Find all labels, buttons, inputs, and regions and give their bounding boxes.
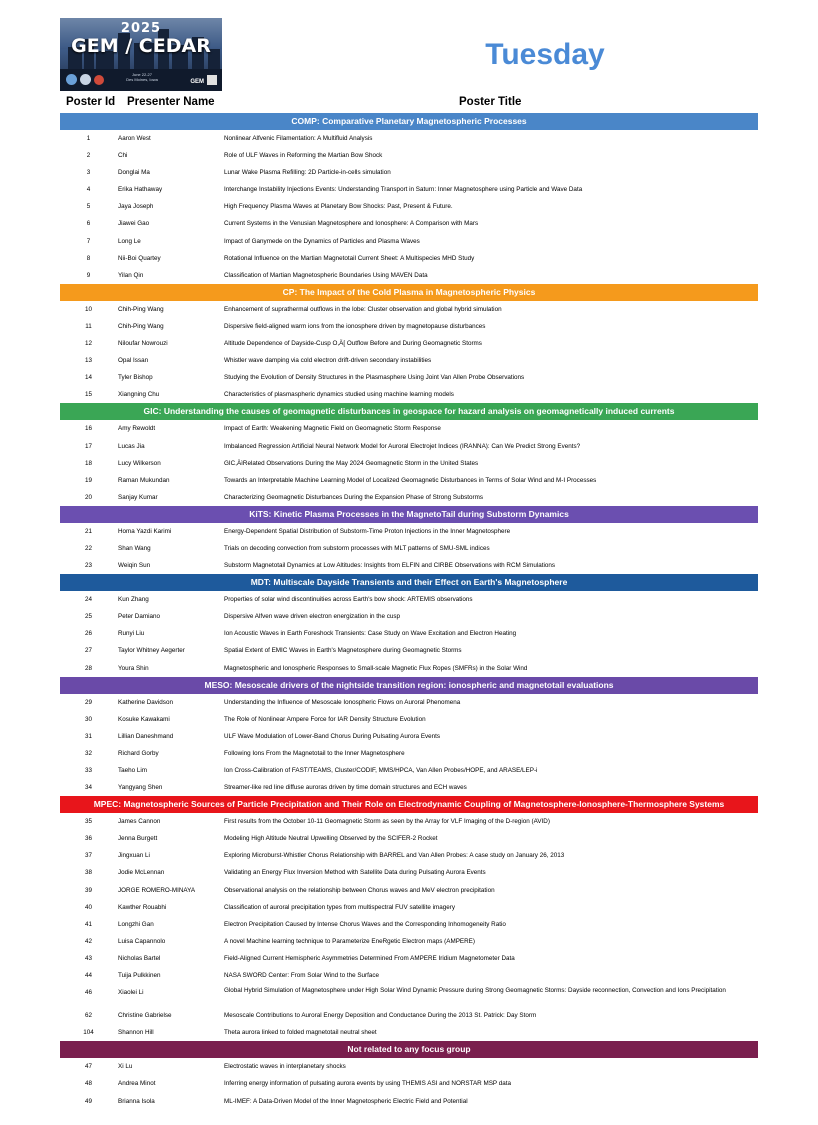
poster-title: The Role of Nonlinear Ampere Force for IAR Density Structure Evolution bbox=[224, 715, 426, 723]
poster-id: 15 bbox=[84, 391, 92, 399]
presenter-name: Xiangning Chu bbox=[118, 391, 160, 399]
poster-title: Theta aurora linked to folded magnetotail neutral sheet bbox=[224, 1029, 377, 1037]
poster-schedule-page bbox=[60, 18, 758, 1110]
logo-square-icon bbox=[207, 75, 217, 85]
poster-id: 40 bbox=[84, 903, 92, 911]
poster-id: 29 bbox=[84, 698, 92, 706]
poster-id: 46 bbox=[84, 989, 92, 997]
logo-emblem-icon bbox=[80, 74, 91, 85]
poster-id: 3 bbox=[86, 169, 91, 177]
table-row bbox=[60, 694, 758, 711]
table-row bbox=[60, 198, 758, 215]
poster-title: NASA SWORD Center: From Solar Wind to the Surface bbox=[224, 972, 380, 980]
logo-emblem-icon bbox=[94, 75, 104, 85]
presenter-name: Christine Gabrielse bbox=[118, 1012, 172, 1020]
table-row bbox=[60, 882, 758, 899]
poster-title: Electron Precipitation Caused by Intense Chorus Waves and the Corresponding Inhomogeneity Ratio bbox=[224, 920, 506, 928]
presenter-name: Xi Lu bbox=[118, 1063, 133, 1071]
poster-title: Nonlinear Alfvenic Filamentation: A Multifluid Analysis bbox=[224, 135, 373, 142]
poster-id: 49 bbox=[84, 1097, 92, 1105]
poster-title: Properties of solar wind discontinuities across Earth's bow shock: ARTEMIS observations bbox=[224, 596, 473, 604]
poster-id: 17 bbox=[84, 442, 92, 450]
poster-title: Understanding the Influence of Mesoscale Ionospheric Flows on Auroral Phenomena bbox=[224, 698, 461, 706]
presenter-name: Jenna Burgett bbox=[118, 835, 158, 843]
presenter-name: Taylor Whitney Aegerter bbox=[118, 647, 185, 655]
poster-id: 47 bbox=[84, 1063, 92, 1071]
focus-group-header: MDT: Multiscale Dayside Transients and their Effect on Earth's Magnetosphere bbox=[60, 574, 758, 591]
table-row bbox=[60, 608, 758, 625]
poster-id: 38 bbox=[84, 869, 92, 877]
presenter-name: Lucy Wilkerson bbox=[118, 459, 161, 467]
poster-id: 28 bbox=[84, 664, 92, 672]
presenter-name: Kun Zhang bbox=[118, 596, 149, 604]
presenter-name: Aaron West bbox=[118, 135, 151, 142]
poster-title: Exploring Microburst-Whistler Chorus Relationship with BARREL and Van Allen Probes: A case study on January 26, 2013 bbox=[224, 852, 565, 860]
presenter-name: JORGE ROMERO-MINAYA bbox=[118, 886, 196, 894]
poster-title: Ion Cross-Calibration of FAST/TEAMS, Cluster/CODIF, MMS/HPCA, Van Allen Probes/HOPE, and ARASE/LEP-i bbox=[224, 767, 538, 774]
presenter-name: Peter Damiano bbox=[118, 613, 160, 621]
logo-year: 2025 bbox=[120, 21, 162, 36]
poster-id: 35 bbox=[84, 818, 92, 826]
poster-title: Magnetospheric and Ionospheric Responses to Small-scale Magnetic Flux Ropes (SMFRs) in the Solar Wind bbox=[224, 664, 528, 672]
presenter-name: Amy Rewoldt bbox=[118, 425, 156, 433]
poster-table bbox=[60, 113, 758, 1110]
poster-id: 16 bbox=[84, 425, 92, 433]
header-poster-title: Poster Title bbox=[459, 96, 522, 108]
poster-id: 19 bbox=[84, 476, 92, 484]
table-row bbox=[60, 215, 758, 232]
table-row bbox=[60, 147, 758, 164]
poster-id: 62 bbox=[84, 1012, 92, 1020]
table-row bbox=[60, 455, 758, 472]
presenter-name: Sanjay Kumar bbox=[118, 493, 158, 501]
poster-id: 10 bbox=[84, 305, 92, 313]
poster-id: 14 bbox=[84, 374, 92, 382]
table-row bbox=[60, 711, 758, 728]
logo-name: GEM / CEDAR bbox=[71, 35, 211, 57]
focus-group-header: CP: The Impact of the Cold Plasma in Magnetospheric Physics bbox=[60, 284, 758, 301]
table-row bbox=[60, 557, 758, 574]
poster-title: Streamer-like red line diffuse auroras driven by time domain structures and ECH waves bbox=[224, 784, 467, 792]
poster-title: GIC,ÄìRelated Observations During the May 2024 Geomagnetic Storm in the United States bbox=[224, 459, 479, 467]
presenter-name: Nii-Boi Quartey bbox=[118, 254, 161, 262]
poster-id: 25 bbox=[84, 613, 92, 621]
table-row bbox=[60, 250, 758, 267]
focus-group-header: Not related to any focus group bbox=[60, 1041, 758, 1058]
table-row bbox=[60, 267, 758, 284]
poster-id: 44 bbox=[84, 972, 92, 980]
poster-title: Lunar Wake Plasma Refilling: 2D Particle-in-cells simulation bbox=[224, 169, 391, 177]
poster-id: 18 bbox=[84, 459, 92, 467]
poster-title: Altitude Dependence of Dayside-Cusp O,Ä[ Outflow Before and During Geomagnetic Storms bbox=[224, 340, 482, 348]
poster-id: 31 bbox=[84, 732, 92, 740]
presenter-name: Xiaolei Li bbox=[118, 989, 144, 997]
table-row bbox=[60, 745, 758, 762]
table-row bbox=[60, 1058, 758, 1075]
presenter-name: James Cannon bbox=[118, 818, 161, 826]
table-row bbox=[60, 660, 758, 677]
poster-title: Role of ULF Waves in Reforming the Martian Bow Shock bbox=[224, 152, 383, 160]
poster-id: 24 bbox=[84, 596, 92, 604]
table-row bbox=[60, 301, 758, 318]
presenter-name: Niloufar Nowrouzi bbox=[118, 340, 168, 348]
poster-title: Modeling High Altitude Neutral Upwelling Observed by the SCIFER-2 Rocket bbox=[224, 835, 438, 843]
presenter-name: Donglai Ma bbox=[118, 169, 150, 177]
table-row bbox=[60, 438, 758, 455]
poster-id: 41 bbox=[84, 920, 92, 928]
table-row bbox=[60, 762, 758, 779]
poster-title: Electrostatic waves in interplanetary shocks bbox=[224, 1063, 346, 1071]
poster-title: ULF Wave Modulation of Lower-Band Chorus During Pulsating Aurora Events bbox=[224, 732, 441, 740]
table-row bbox=[60, 540, 758, 557]
table-row bbox=[60, 984, 758, 1007]
table-row bbox=[60, 472, 758, 489]
table-row bbox=[60, 864, 758, 881]
table-row bbox=[60, 489, 758, 506]
logo-dates: June 22-27 Des Moines, Iowa bbox=[126, 72, 158, 82]
header-poster-id: Poster Id bbox=[66, 96, 116, 108]
poster-title: Studying the Evolution of Density Structures in the Plasmasphere Using Joint Van Allen Probe Observations bbox=[224, 374, 525, 382]
presenter-name: Katherine Davidson bbox=[118, 698, 173, 706]
presenter-name: Youra Shin bbox=[118, 664, 149, 672]
table-row bbox=[60, 933, 758, 950]
poster-id: 2 bbox=[86, 152, 91, 160]
poster-id: 20 bbox=[84, 493, 92, 501]
presenter-name: Homa Yazdi Karimi bbox=[118, 527, 172, 535]
table-row bbox=[60, 420, 758, 437]
header-presenter-name: Presenter Name bbox=[127, 96, 215, 108]
presenter-name: Yangyang Shen bbox=[118, 784, 163, 792]
presenter-name: Richard Gorby bbox=[118, 749, 159, 757]
table-row bbox=[60, 779, 758, 796]
poster-id: 37 bbox=[84, 852, 92, 860]
poster-title: First results from the October 10-11 Geomagnetic Storm as seen by the Array for VLF Imaging of the D-region (AVID) bbox=[224, 818, 550, 826]
table-row bbox=[60, 386, 758, 403]
table-row bbox=[60, 233, 758, 250]
presenter-name: Erika Hathaway bbox=[118, 186, 163, 194]
table-row bbox=[60, 352, 758, 369]
poster-title: ML-IMEF: A Data-Driven Model of the Inner Magnetospheric Electric Field and Potential bbox=[224, 1097, 468, 1105]
poster-id: 39 bbox=[84, 886, 92, 894]
poster-id: 6 bbox=[86, 220, 91, 228]
poster-id: 22 bbox=[84, 544, 92, 552]
table-row bbox=[60, 318, 758, 335]
presenter-name: Kawther Rouabhi bbox=[118, 903, 167, 911]
presenter-name: Brianna Isola bbox=[118, 1097, 155, 1105]
poster-title: Imbalanced Regression Artificial Neural Network Model for Auroral Electrojet Indices (IRANNA): Can We Predict Strong Events? bbox=[224, 442, 581, 450]
poster-id: 27 bbox=[84, 647, 92, 655]
poster-id: 21 bbox=[84, 527, 92, 535]
poster-title: Interchange Instability Injections Events: Understanding Transport in Saturn: Inner Magnetosphere using Particle and Wave Data bbox=[224, 186, 583, 194]
poster-id: 43 bbox=[84, 954, 92, 962]
poster-id: 1 bbox=[86, 135, 91, 142]
focus-group-header: GIC: Understanding the causes of geomagnetic disturbances in geospace for hazard analysis on geomagnetically induced currents bbox=[60, 403, 758, 420]
table-row bbox=[60, 899, 758, 916]
table-row bbox=[60, 181, 758, 198]
focus-group-header: MESO: Mesoscale drivers of the nightside transition region: ionospheric and magnetotail evaluations bbox=[60, 677, 758, 694]
presenter-name: Tyler Bishop bbox=[118, 374, 153, 382]
poster-title: Observational analysis on the relationship between Chorus waves and MeV electron precipitation bbox=[224, 886, 495, 894]
table-row bbox=[60, 625, 758, 642]
presenter-name: Chih-Ping Wang bbox=[118, 322, 164, 330]
presenter-name: Chi bbox=[118, 152, 128, 160]
poster-title: Classification of Martian Magnetospheric Boundaries Using MAVEN Data bbox=[224, 271, 428, 279]
poster-id: 42 bbox=[84, 937, 92, 945]
poster-title: High Frequency Plasma Waves at Planetary Bow Shocks: Past, Present & Future. bbox=[224, 203, 453, 211]
poster-id: 11 bbox=[85, 322, 92, 330]
presenter-name: Nicholas Bartel bbox=[118, 954, 161, 962]
poster-id: 23 bbox=[84, 562, 92, 570]
logo-mark: GEM bbox=[190, 79, 204, 85]
poster-id: 9 bbox=[86, 271, 91, 279]
presenter-name: Kosuke Kawakami bbox=[118, 715, 170, 723]
poster-id: 32 bbox=[84, 749, 92, 757]
poster-title: Inferring energy information of pulsating aurora events by using THEMIS ASI and NORSTAR MSP data bbox=[224, 1080, 511, 1088]
conference-logo bbox=[60, 18, 222, 91]
poster-title: Ion Acoustic Waves in Earth Foreshock Transients: Case Study on Wave Excitation and Electron Heating bbox=[224, 630, 517, 638]
table-row bbox=[60, 967, 758, 984]
poster-title: Global Hybrid Simulation of Magnetosphere under High Solar Wind Dynamic Pressure during Strong Geomagnetic Storms: Dayside reconnection, Convection and Ions Precipitation bbox=[224, 987, 726, 995]
presenter-name: Andrea Minot bbox=[118, 1080, 156, 1088]
column-headers bbox=[60, 91, 758, 113]
poster-title: Field-Aligned Current Hemispheric Asymmetries Determined From AMPERE Iridium Magnetometer Data bbox=[224, 954, 515, 962]
presenter-name: Raman Mukundan bbox=[118, 476, 170, 484]
poster-title: Trials on decoding convection from substorm processes with MLT patterns of SMU-SML indices bbox=[224, 544, 490, 552]
focus-group-header: KiTS: Kinetic Plasma Processes in the MagnetoTail during Substorm Dynamics bbox=[60, 506, 758, 523]
poster-title: Impact of Ganymede on the Dynamics of Particles and Plasma Waves bbox=[224, 237, 420, 245]
poster-id: 104 bbox=[83, 1029, 94, 1037]
poster-id: 48 bbox=[84, 1080, 92, 1088]
table-row bbox=[60, 830, 758, 847]
poster-title: Current Systems in the Venusian Magnetosphere and Ionosphere: A Comparison with Mars bbox=[224, 220, 479, 228]
presenter-name: Jodie McLennan bbox=[118, 869, 165, 877]
table-row bbox=[60, 1007, 758, 1024]
poster-title: Mesoscale Contributions to Auroral Energy Deposition and Conductance During the 2013 St. Patrick: Day Storm bbox=[224, 1012, 537, 1020]
poster-title: Impact of Earth: Weakening Magnetic Field on Geomagnetic Storm Response bbox=[224, 425, 441, 433]
day-title: Tuesday bbox=[485, 38, 605, 71]
table-row bbox=[60, 130, 758, 147]
table-row bbox=[60, 335, 758, 352]
presenter-name: Jingxuan Li bbox=[118, 852, 150, 860]
poster-id: 33 bbox=[84, 767, 92, 774]
presenter-name: Lillian Daneshmand bbox=[118, 732, 174, 740]
poster-title: Spatial Extent of EMIC Waves in Earth's Magnetosphere during Geomagnetic Storms bbox=[224, 647, 462, 655]
poster-title: A novel Machine learning technique to Parameterize EneRgetic Electron maps (AMPERE) bbox=[224, 937, 475, 945]
poster-title: Classification of auroral precipitation types from multispectral FUV satellite imagery bbox=[224, 903, 455, 911]
poster-title: Dispersive Alfven wave driven electron energization in the cusp bbox=[224, 613, 401, 621]
poster-title: Enhancement of suprathermal outflows in the lobe: Cluster observation and global hybrid simulation bbox=[224, 305, 502, 313]
table-row bbox=[60, 1024, 758, 1041]
presenter-name: Longzhi Gan bbox=[118, 920, 154, 928]
presenter-name: Weiqin Sun bbox=[118, 562, 151, 570]
poster-id: 36 bbox=[84, 835, 92, 843]
poster-title: Whistler wave damping via cold electron drift-driven secondary instabilities bbox=[224, 357, 432, 365]
presenter-name: Chih-Ping Wang bbox=[118, 305, 164, 313]
poster-id: 8 bbox=[86, 254, 91, 262]
poster-title: Following Ions From the Magnetotail to the Inner Magnetosphere bbox=[224, 749, 405, 757]
poster-id: 4 bbox=[86, 186, 91, 194]
presenter-name: Runyi Liu bbox=[118, 630, 145, 638]
header bbox=[60, 18, 758, 91]
table-row bbox=[60, 164, 758, 181]
poster-id: 5 bbox=[86, 203, 91, 211]
poster-title: Validating an Energy Flux Inversion Method with Satellite Data during Pulsating Aurora Events bbox=[224, 869, 486, 877]
focus-group-header: COMP: Comparative Planetary Magnetospheric Processes bbox=[60, 113, 758, 130]
table-row bbox=[60, 369, 758, 386]
poster-title: Substorm Magnetotail Dynamics at Low Altitudes: Insights from ELFIN and CIRBE Observations with RCM Simulations bbox=[224, 562, 556, 570]
poster-id: 34 bbox=[84, 784, 92, 792]
poster-id: 26 bbox=[84, 630, 92, 638]
poster-id: 12 bbox=[84, 340, 92, 348]
presenter-name: Shannon Hill bbox=[118, 1029, 154, 1037]
table-row bbox=[60, 642, 758, 659]
table-row bbox=[60, 1075, 758, 1092]
poster-title: Characteristics of plasmaspheric dynamics studied using machine learning models bbox=[224, 391, 454, 399]
table-row bbox=[60, 1093, 758, 1110]
table-row bbox=[60, 813, 758, 830]
presenter-name: Tuija Pulkkinen bbox=[118, 972, 161, 980]
table-row bbox=[60, 728, 758, 745]
presenter-name: Opal Issan bbox=[118, 357, 149, 365]
logo-emblem-icon bbox=[66, 74, 77, 85]
presenter-name: Shan Wang bbox=[118, 544, 151, 552]
focus-group-header: MPEC: Magnetospheric Sources of Particle Precipitation and Their Role on Electrodynamic Coupling of Magnetosphere-Ionosphere-Thermosphere Systems bbox=[60, 796, 758, 813]
presenter-name: Lucas Jia bbox=[118, 442, 145, 450]
poster-id: 30 bbox=[84, 715, 92, 723]
presenter-name: Jiawei Gao bbox=[118, 220, 150, 228]
poster-id: 7 bbox=[86, 237, 91, 245]
poster-title: Towards an Interpretable Machine Learning Model of Localized Geomagnetic Disturbances in Terms of Solar Wind and M-I Processes bbox=[224, 476, 597, 484]
presenter-name: Long Le bbox=[118, 237, 141, 245]
poster-title: Energy-Dependent Spatial Distribution of Substorm-Time Proton Injections in the Inner Magnetosphere bbox=[224, 527, 511, 535]
presenter-name: Taeho Lim bbox=[118, 767, 148, 774]
table-row bbox=[60, 847, 758, 864]
table-row bbox=[60, 591, 758, 608]
presenter-name: Yilan Qin bbox=[118, 271, 144, 279]
table-row bbox=[60, 950, 758, 967]
table-row bbox=[60, 523, 758, 540]
poster-title: Rotational Influence on the Martian Magnetotail Current Sheet: A Multispecies MHD Study bbox=[224, 254, 475, 262]
table-row bbox=[60, 916, 758, 933]
poster-id: 13 bbox=[84, 357, 92, 365]
poster-title: Dispersive field-aligned warm ions from the ionosphere driven by magnetopause disturbances bbox=[224, 322, 486, 330]
presenter-name: Jaya Joseph bbox=[118, 203, 154, 211]
poster-title: Characterizing Geomagnetic Disturbances During the Expansion Phase of Strong Substorms bbox=[224, 493, 484, 501]
presenter-name: Luisa Capannolo bbox=[118, 937, 166, 945]
